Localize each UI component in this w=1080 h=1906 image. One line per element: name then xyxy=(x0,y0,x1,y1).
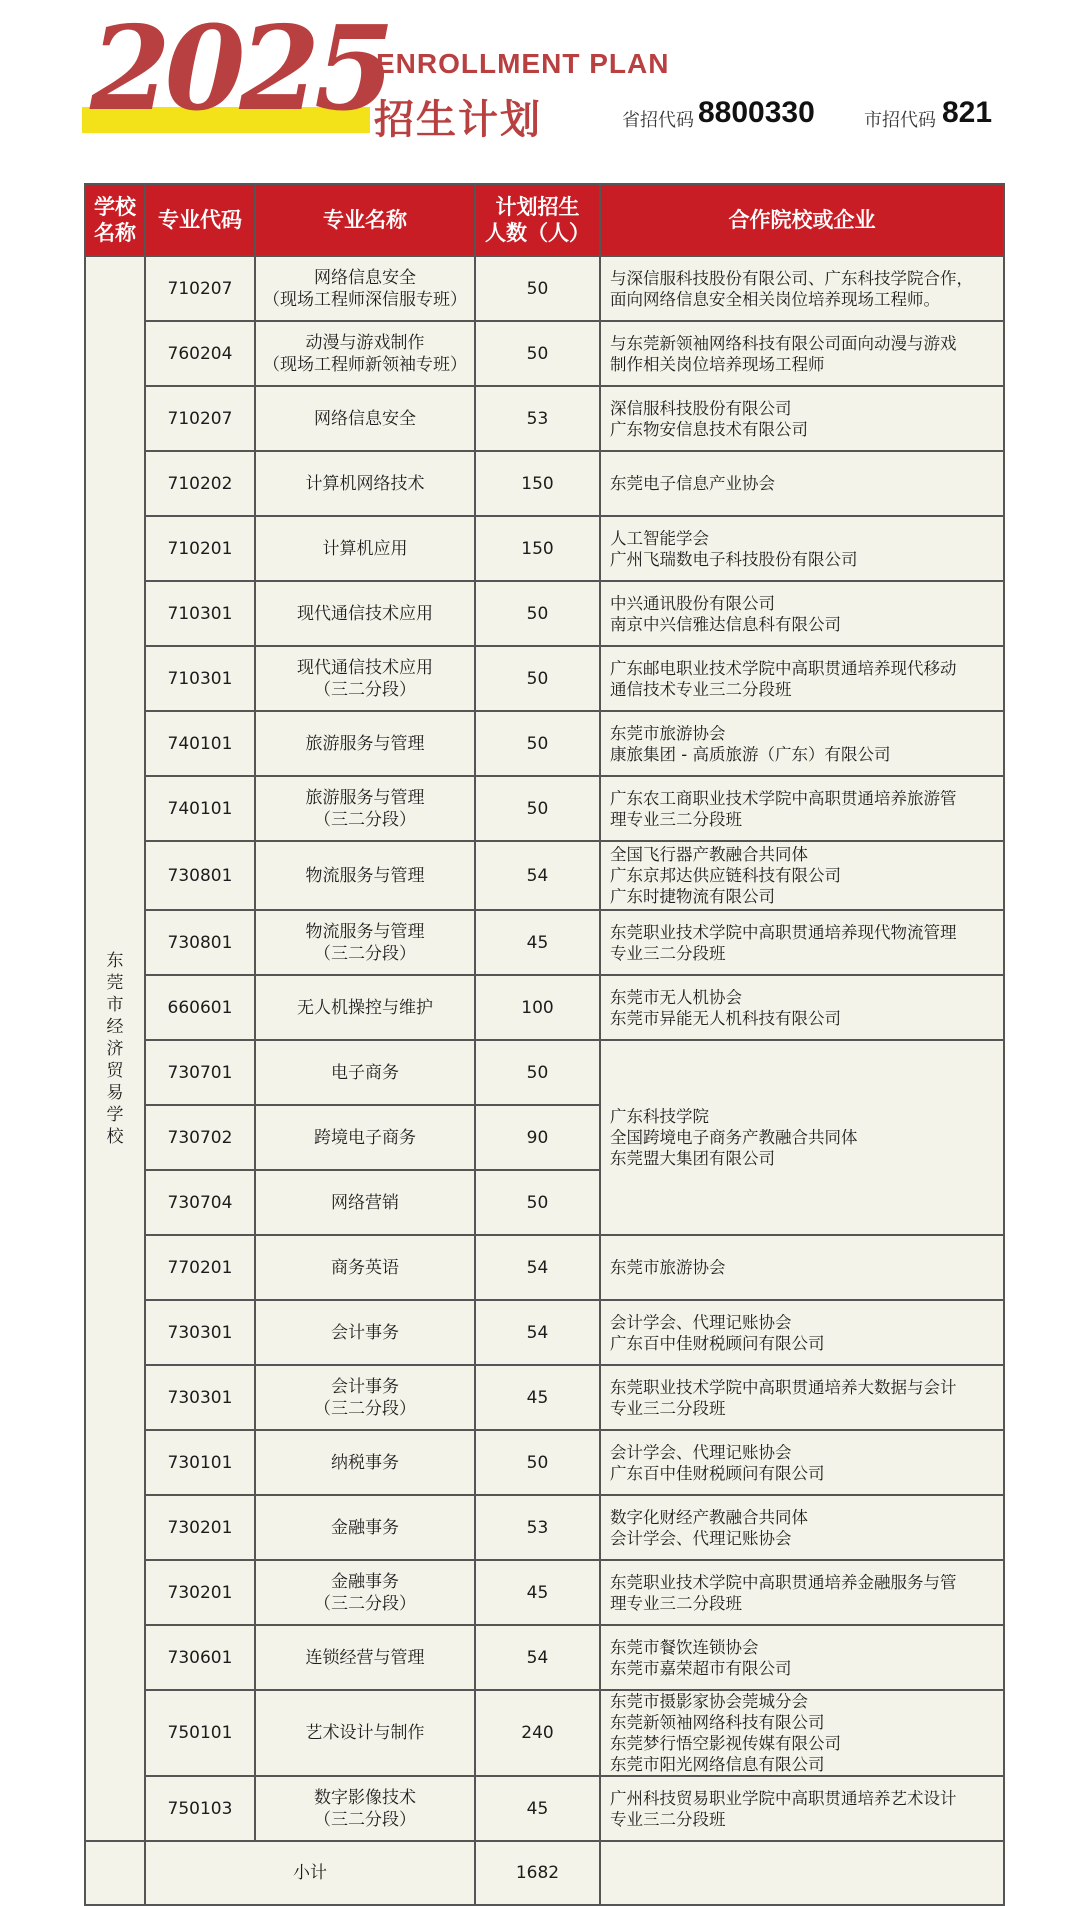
major-code-cell: 710207 xyxy=(145,386,255,451)
major-name-cell: 现代通信技术应用 xyxy=(255,581,475,646)
enrollment-count-cell: 50 xyxy=(475,646,600,711)
major-code-cell: 750101 xyxy=(145,1690,255,1776)
partner-cell: 广州科技贸易职业学院中高职贯通培养艺术设计 专业三二分段班 xyxy=(600,1776,1004,1841)
partner-cell: 深信服科技股份有限公司 广东物安信息技术有限公司 xyxy=(600,386,1004,451)
partner-cell: 东莞市餐饮连锁协会 东莞市嘉荣超市有限公司 xyxy=(600,1625,1004,1690)
subtotal-value: 1682 xyxy=(475,1841,600,1905)
province-code-label: 省招代码 xyxy=(622,110,694,131)
partner-cell: 东莞市旅游协会 康旅集团 - 高质旅游（广东）有限公司 xyxy=(600,711,1004,776)
major-name-cell: 电子商务 xyxy=(255,1040,475,1105)
col-header-school: 学校 名称 xyxy=(85,184,145,256)
enrollment-count-cell: 50 xyxy=(475,711,600,776)
major-code-cell: 730301 xyxy=(145,1365,255,1430)
partner-cell: 广东邮电职业技术学院中高职贯通培养现代移动 通信技术专业三二分段班 xyxy=(600,646,1004,711)
enrollment-table xyxy=(84,183,1005,1906)
major-name-cell: 艺术设计与制作 xyxy=(255,1690,475,1776)
partner-cell: 数字化财经产教融合共同体 会计学会、代理记账协会 xyxy=(600,1495,1004,1560)
partner-cell: 东莞职业技术学院中高职贯通培养金融服务与管 理专业三二分段班 xyxy=(600,1560,1004,1625)
school-name: 东莞市经济贸易学校 xyxy=(106,950,124,1147)
table-row xyxy=(85,581,1004,646)
major-code-cell: 730301 xyxy=(145,1300,255,1365)
major-name-cell: 无人机操控与维护 xyxy=(255,975,475,1040)
major-name-cell: 金融事务 xyxy=(255,1495,475,1560)
partner-cell: 会计学会、代理记账协会 广东百中佳财税顾问有限公司 xyxy=(600,1300,1004,1365)
major-name-cell: 物流服务与管理 xyxy=(255,841,475,910)
major-name-cell: 旅游服务与管理 （三二分段） xyxy=(255,776,475,841)
major-name-cell: 物流服务与管理 （三二分段） xyxy=(255,910,475,975)
table-row xyxy=(85,516,1004,581)
subtotal-row xyxy=(85,1841,1004,1905)
major-name-cell: 跨境电子商务 xyxy=(255,1105,475,1170)
enrollment-count-cell: 50 xyxy=(475,321,600,386)
table-row xyxy=(85,1495,1004,1560)
partner-cell: 与东莞新领袖网络科技有限公司面向动漫与游戏 制作相关岗位培养现场工程师 xyxy=(600,321,1004,386)
city-code: 821 xyxy=(942,96,993,129)
partner-cell: 与深信服科技股份有限公司、广东科技学院合作， 面向网络信息安全相关岗位培养现场工程师。 xyxy=(600,256,1004,321)
major-code-cell: 730701 xyxy=(145,1040,255,1105)
major-name-cell: 会计事务 xyxy=(255,1300,475,1365)
province-code: 8800330 xyxy=(698,96,815,129)
table-row xyxy=(85,910,1004,975)
table-row xyxy=(85,256,1004,321)
table-row xyxy=(85,841,1004,910)
partner-cell: 广东科技学院 全国跨境电子商务产教融合共同体 东莞盟大集团有限公司 xyxy=(600,1040,1004,1235)
enrollment-count-cell: 50 xyxy=(475,1170,600,1235)
major-code-cell: 710301 xyxy=(145,581,255,646)
major-code-cell: 710201 xyxy=(145,516,255,581)
enrollment-count-cell: 54 xyxy=(475,1625,600,1690)
major-code-cell: 660601 xyxy=(145,975,255,1040)
year-title: 2025 xyxy=(90,1,389,137)
subtotal-blank-cell xyxy=(85,1841,145,1905)
enrollment-count-cell: 50 xyxy=(475,1430,600,1495)
col-header-count: 计划招生 人数（人） xyxy=(475,184,600,256)
partner-cell: 广东农工商职业技术学院中高职贯通培养旅游管 理专业三二分段班 xyxy=(600,776,1004,841)
enrollment-count-cell: 150 xyxy=(475,516,600,581)
major-name-cell: 计算机网络技术 xyxy=(255,451,475,516)
city-code-label: 市招代码 xyxy=(864,110,936,131)
enrollment-count-cell: 54 xyxy=(475,841,600,910)
major-code-cell: 730801 xyxy=(145,841,255,910)
table-row xyxy=(85,1560,1004,1625)
table-row xyxy=(85,451,1004,516)
table-row xyxy=(85,1430,1004,1495)
major-code-cell: 740101 xyxy=(145,711,255,776)
table-row xyxy=(85,776,1004,841)
enrollment-count-cell: 240 xyxy=(475,1690,600,1776)
major-code-cell: 740101 xyxy=(145,776,255,841)
partner-cell: 中兴通讯股份有限公司 南京中兴信雅达信息科有限公司 xyxy=(600,581,1004,646)
major-name-cell: 连锁经营与管理 xyxy=(255,1625,475,1690)
table-row xyxy=(85,1365,1004,1430)
page-header xyxy=(0,0,1080,150)
partner-cell: 会计学会、代理记账协会 广东百中佳财税顾问有限公司 xyxy=(600,1430,1004,1495)
subtotal-partner-blank xyxy=(600,1841,1004,1905)
school-name-cell xyxy=(85,256,145,1841)
table-row xyxy=(85,646,1004,711)
partner-cell: 东莞市旅游协会 xyxy=(600,1235,1004,1300)
major-code-cell: 710207 xyxy=(145,256,255,321)
title-en: ENROLLMENT PLAN xyxy=(376,48,670,79)
major-code-cell: 730201 xyxy=(145,1560,255,1625)
table-header-row xyxy=(85,184,1004,256)
enrollment-count-cell: 45 xyxy=(475,1365,600,1430)
enrollment-count-cell: 50 xyxy=(475,581,600,646)
major-name-cell: 商务英语 xyxy=(255,1235,475,1300)
major-code-cell: 730801 xyxy=(145,910,255,975)
table-row xyxy=(85,975,1004,1040)
major-name-cell: 网络信息安全 （现场工程师深信服专班） xyxy=(255,256,475,321)
enrollment-count-cell: 54 xyxy=(475,1235,600,1300)
major-name-cell: 数字影像技术 （三二分段） xyxy=(255,1776,475,1841)
col-header-major: 专业名称 xyxy=(255,184,475,256)
major-name-cell: 动漫与游戏制作 （现场工程师新领袖专班） xyxy=(255,321,475,386)
table-row xyxy=(85,321,1004,386)
major-code-cell: 730601 xyxy=(145,1625,255,1690)
major-code-cell: 760204 xyxy=(145,321,255,386)
table-row xyxy=(85,1625,1004,1690)
major-name-cell: 会计事务 （三二分段） xyxy=(255,1365,475,1430)
subtotal-label: 小计 xyxy=(145,1841,475,1905)
partner-cell: 全国飞行器产教融合共同体 广东京邦达供应链科技有限公司 广东时捷物流有限公司 xyxy=(600,841,1004,910)
title-cn: 招生计划 xyxy=(374,97,542,143)
table-row xyxy=(85,1040,1004,1105)
enrollment-count-cell: 100 xyxy=(475,975,600,1040)
major-name-cell: 网络信息安全 xyxy=(255,386,475,451)
enrollment-count-cell: 150 xyxy=(475,451,600,516)
major-code-cell: 730101 xyxy=(145,1430,255,1495)
enrollment-count-cell: 45 xyxy=(475,1560,600,1625)
partner-cell: 东莞市无人机协会 东莞市异能无人机科技有限公司 xyxy=(600,975,1004,1040)
enrollment-count-cell: 53 xyxy=(475,386,600,451)
enrollment-count-cell: 53 xyxy=(475,1495,600,1560)
partner-cell: 东莞职业技术学院中高职贯通培养大数据与会计 专业三二分段班 xyxy=(600,1365,1004,1430)
partner-cell: 东莞市摄影家协会莞城分会 东莞新领袖网络科技有限公司 东莞梦行悟空影视传媒有限公司 东莞市阳光网络信息有限公司 xyxy=(600,1690,1004,1776)
major-name-cell: 现代通信技术应用 （三二分段） xyxy=(255,646,475,711)
major-code-cell: 750103 xyxy=(145,1776,255,1841)
enrollment-count-cell: 50 xyxy=(475,776,600,841)
partner-cell: 人工智能学会 广州飞瑞数电子科技股份有限公司 xyxy=(600,516,1004,581)
major-code-cell: 730704 xyxy=(145,1170,255,1235)
enrollment-count-cell: 90 xyxy=(475,1105,600,1170)
enrollment-count-cell: 54 xyxy=(475,1300,600,1365)
enrollment-table-wrap xyxy=(84,183,1003,1906)
partner-cell: 东莞职业技术学院中高职贯通培养现代物流管理 专业三二分段班 xyxy=(600,910,1004,975)
major-code-cell: 730201 xyxy=(145,1495,255,1560)
col-header-code: 专业代码 xyxy=(145,184,255,256)
major-code-cell: 710301 xyxy=(145,646,255,711)
enrollment-count-cell: 50 xyxy=(475,1040,600,1105)
major-name-cell: 旅游服务与管理 xyxy=(255,711,475,776)
table-row xyxy=(85,711,1004,776)
major-code-cell: 710202 xyxy=(145,451,255,516)
table-row xyxy=(85,1300,1004,1365)
table-row xyxy=(85,1235,1004,1300)
col-header-partner: 合作院校或企业 xyxy=(600,184,1004,256)
major-name-cell: 计算机应用 xyxy=(255,516,475,581)
table-row xyxy=(85,1690,1004,1776)
major-name-cell: 金融事务 （三二分段） xyxy=(255,1560,475,1625)
enrollment-count-cell: 45 xyxy=(475,910,600,975)
major-name-cell: 网络营销 xyxy=(255,1170,475,1235)
major-code-cell: 730702 xyxy=(145,1105,255,1170)
major-code-cell: 770201 xyxy=(145,1235,255,1300)
major-name-cell: 纳税事务 xyxy=(255,1430,475,1495)
partner-cell: 东莞电子信息产业协会 xyxy=(600,451,1004,516)
table-row xyxy=(85,1776,1004,1841)
table-body xyxy=(85,256,1004,1905)
table-row xyxy=(85,386,1004,451)
enrollment-count-cell: 45 xyxy=(475,1776,600,1841)
enrollment-count-cell: 50 xyxy=(475,256,600,321)
